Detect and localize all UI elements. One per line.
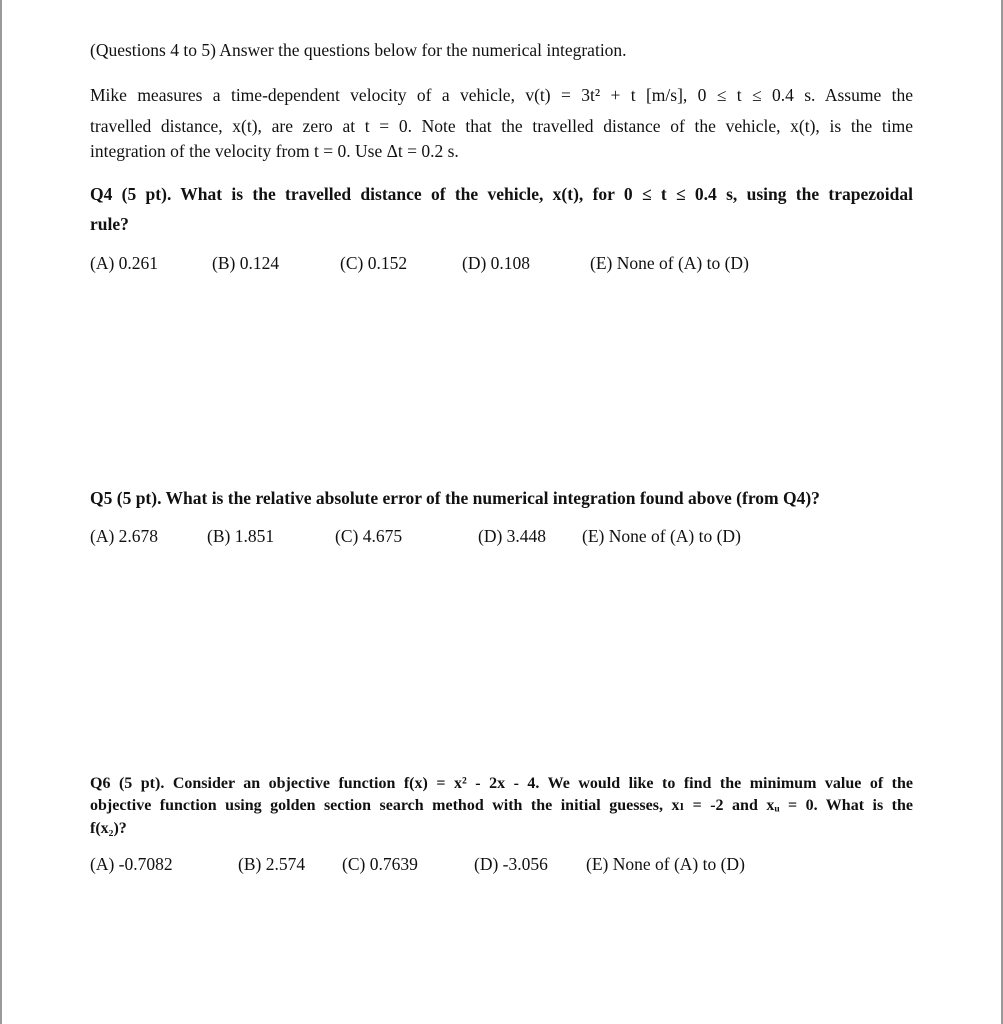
q5-option-c: (C) 4.675 — [335, 526, 403, 546]
problem-statement-line-3: integration of the velocity from t = 0. Use Δt = 0.2 s. — [90, 141, 459, 161]
q6-option-c: (C) 0.7639 — [342, 854, 418, 874]
q4-option-d: (D) 0.108 — [462, 253, 531, 273]
q6-question-line-2: objective function using golden section search method with the initial guesses, xₗ = -2 and xᵤ = 0. What is the — [90, 797, 913, 814]
problem-statement-line-1: Mike measures a time-dependent velocity of a vehicle, v(t) = 3t² + t [m/s], 0 ≤ t ≤ 0.4 s. Assume the — [90, 85, 913, 105]
q6-question-line-3: f(x₂)? — [90, 820, 127, 837]
q5-option-b: (B) 1.851 — [207, 526, 275, 546]
q4-question-line-1: Q4 (5 pt). What is the travelled distance of the vehicle, x(t), for 0 ≤ t ≤ 0.4 s, using the trapezoidal — [90, 184, 913, 204]
problem-statement-line-2: travelled distance, x(t), are zero at t = 0. Note that the travelled distance of the vehicle, x(t), is the time — [90, 116, 913, 136]
q4-option-b: (B) 0.124 — [212, 253, 280, 273]
q4-option-c: (C) 0.152 — [340, 253, 408, 273]
q6-question-line-1: Q6 (5 pt). Consider an objective function f(x) = x² - 2x - 4. We would like to find the minimum value of the — [90, 775, 913, 792]
q5-option-e: (E) None of (A) to (D) — [582, 526, 741, 546]
q6-option-e: (E) None of (A) to (D) — [586, 854, 745, 874]
q6-option-b: (B) 2.574 — [238, 854, 306, 874]
q5-option-a: (A) 2.678 — [90, 526, 159, 546]
q4-option-e: (E) None of (A) to (D) — [590, 253, 749, 273]
q5-option-d: (D) 3.448 — [478, 526, 547, 546]
q4-question-line-2: rule? — [90, 214, 129, 234]
q6-option-a: (A) -0.7082 — [90, 854, 173, 874]
q6-option-d: (D) -3.056 — [474, 854, 548, 874]
intro-header: (Questions 4 to 5) Answer the questions below for the numerical integration. — [90, 40, 627, 60]
q5-question-line-1: Q5 (5 pt). What is the relative absolute error of the numerical integration found above (from Q4)? — [90, 488, 820, 508]
q4-option-a: (A) 0.261 — [90, 253, 159, 273]
